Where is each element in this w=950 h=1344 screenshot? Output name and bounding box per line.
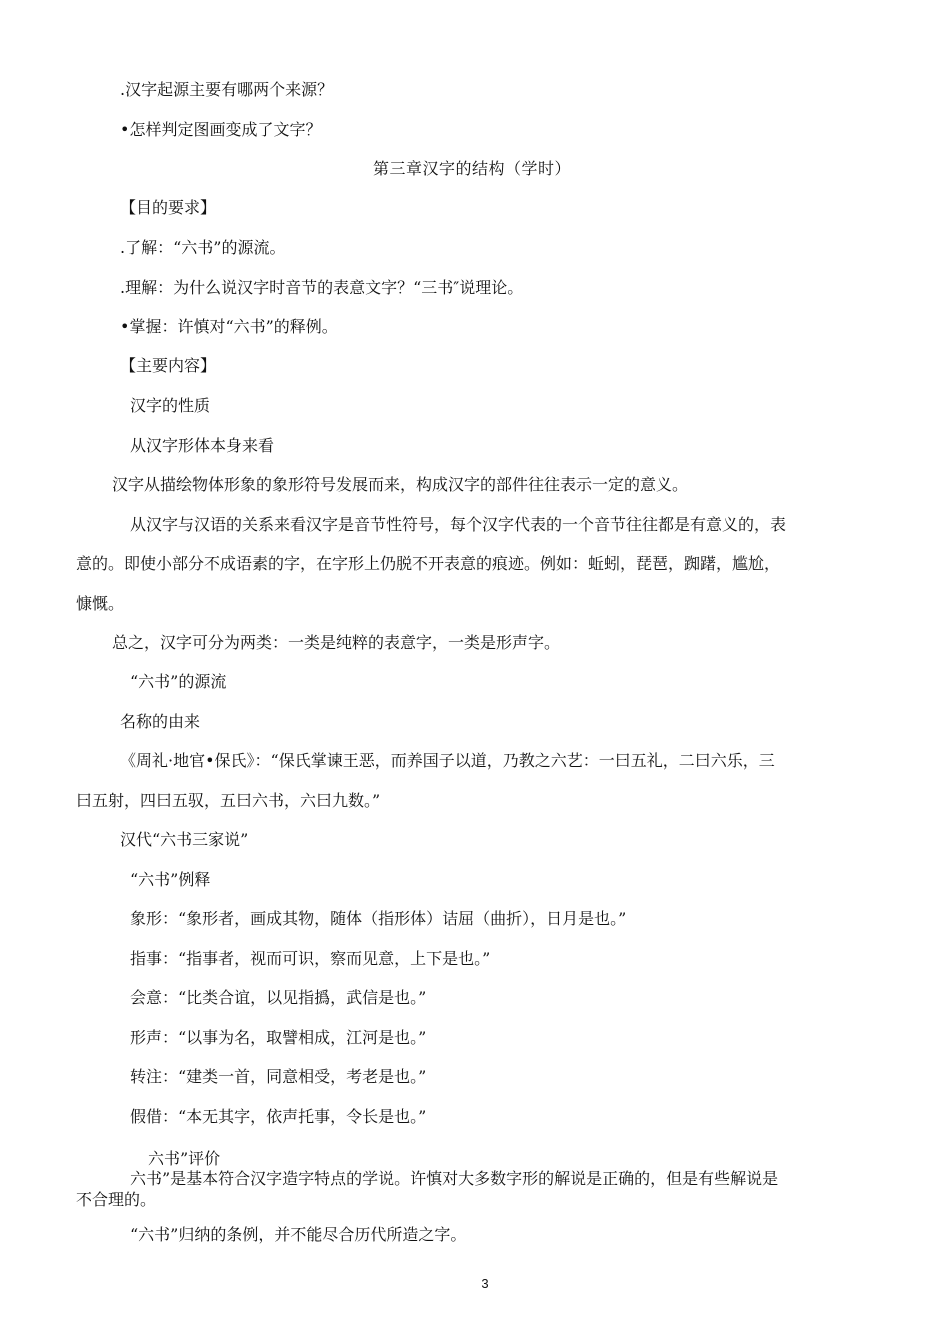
example-derivative: 转注：“建类一首，同意相受，考老是也。”: [130, 1067, 427, 1086]
evaluation-line-1: 六书”是基本符合汉字造字特点的学说。许慎对大多数字形的解说是正确的，但是有些解说是: [130, 1169, 779, 1188]
subheading-form: 从汉字形体本身来看: [130, 436, 275, 455]
body-paragraph-1: 汉字从描绘物体形象的象形符号发展而来，构成汉字的部件往往表示一定的意义。: [112, 475, 689, 494]
body-paragraph-2-line-2: 意的。即使小部分不成语素的字，在字形上仍脱不开表意的痕迹。例如：蚯蚓，琵琶，踟躇，尴尬，: [76, 554, 781, 573]
quote-zhouli-line-2: 曰五射，四曰五驭，五曰六书，六曰九数。”: [76, 791, 381, 810]
chapter-title: 第三章汉字的结构（学时）: [373, 159, 572, 178]
example-ideograph: 会意：“比类合谊，以见指撝，武信是也。”: [130, 988, 427, 1007]
subheading-examples: “六书”例释: [130, 870, 211, 889]
section-heading-content: 【主要内容】: [120, 356, 217, 375]
objective-line-3: •掌握：许慎对“六书”的释例。: [120, 317, 338, 336]
subheading-name: 名称的由来: [120, 712, 201, 731]
quote-zhouli-line-1: 《周礼·地官•保氏》：“保氏掌谏王恶，而养国子以道，乃教之六艺：一曰五礼，二曰六乐，三: [120, 751, 775, 770]
example-loan: 假借：“本无其字，依声托事，令长是也。”: [130, 1107, 427, 1126]
example-phono-semantic: 形声：“以事为名，取譬相成，江河是也。”: [130, 1028, 427, 1047]
subheading-origin: “六书”的源流: [130, 672, 227, 691]
objective-line-1: .了解：“六书”的源流。: [120, 238, 286, 257]
evaluation-line-2: 不合理的。: [76, 1190, 157, 1209]
question-line-1: .汉字起源主要有哪两个来源？: [120, 80, 334, 99]
body-paragraph-2-line-1: 从汉字与汉语的关系来看汉字是音节性符号，每个汉字代表的一个音节往往都是有意义的，表: [130, 515, 787, 534]
objective-line-2: .理解：为什么说汉字时音节的表意文字？“三书″说理论。: [120, 278, 524, 297]
page-number: 3: [481, 1276, 489, 1291]
subheading-han-schools: 汉代“六书三家说”: [120, 830, 249, 849]
example-indicative: 指事：“指事者，视而可识，察而见意，上下是也。”: [130, 949, 491, 968]
subheading-nature: 汉字的性质: [130, 396, 211, 415]
question-line-2: •怎样判定图画变成了文字？: [120, 120, 322, 139]
subheading-evaluation: 六书”评价: [148, 1149, 221, 1168]
body-paragraph-2-line-3: 慷慨。: [76, 594, 125, 613]
section-heading-objectives: 【目的要求】: [120, 198, 217, 217]
evaluation-line-3: “六书”归纳的条例，并不能尽合历代所造之字。: [130, 1225, 467, 1244]
body-paragraph-3: 总之，汉字可分为两类：一类是纯粹的表意字，一类是形声字。: [112, 633, 561, 652]
example-pictograph: 象形：“象形者，画成其物，随体（指形体）诘屈（曲折），日月是也。”: [130, 909, 627, 928]
